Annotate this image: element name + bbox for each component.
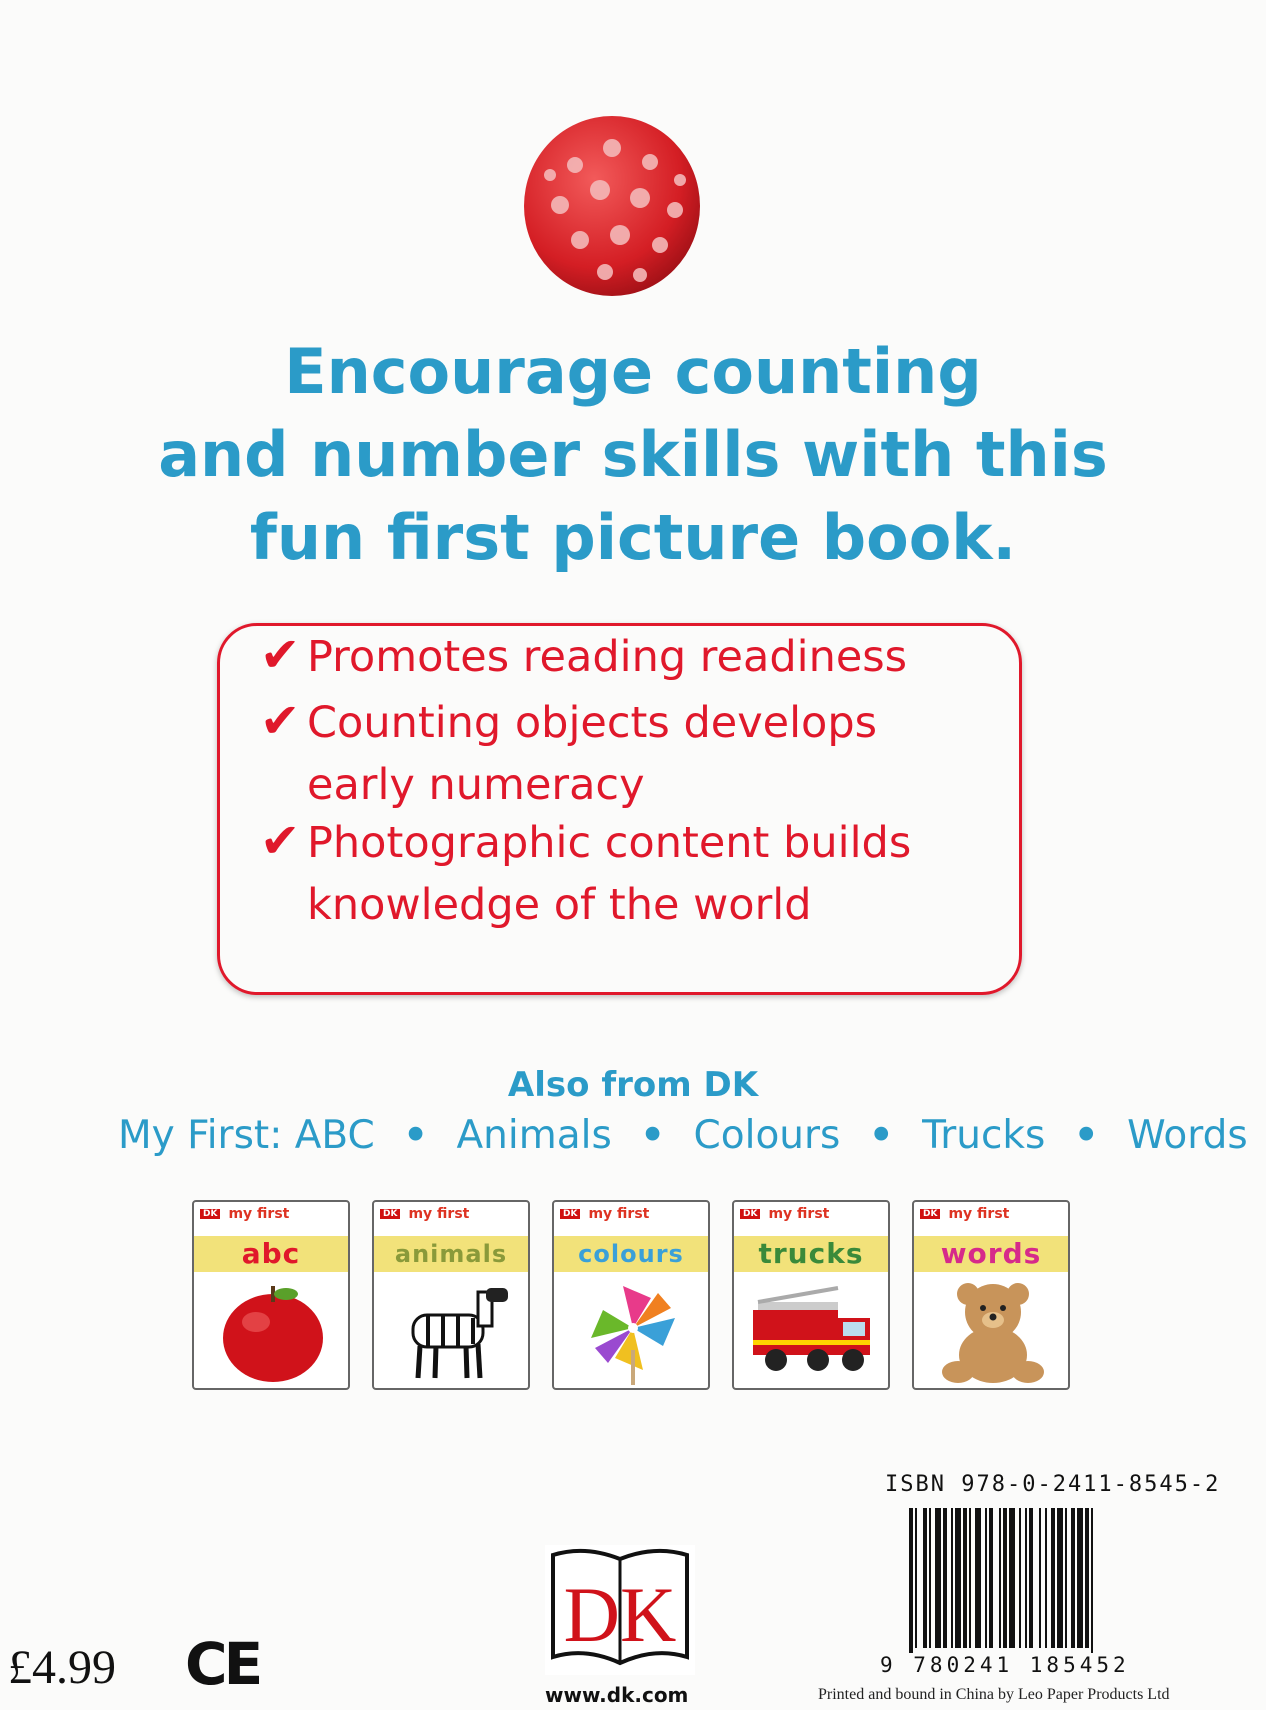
barcode-bar <box>1003 1508 1007 1648</box>
barcode-bar <box>1029 1508 1033 1648</box>
dk-mini-logo: DK <box>920 1209 940 1219</box>
check-icon: ✔ <box>260 627 301 683</box>
also-from-title: Also from DK <box>507 1065 759 1105</box>
barcode-bar <box>915 1508 917 1648</box>
benefit-text: Promotes reading readiness <box>307 632 908 682</box>
benefit-item <box>260 626 1000 688</box>
barcode-bar <box>929 1508 931 1648</box>
printer-note: Printed and bound in China by Leo Paper Products Ltd <box>818 1686 1170 1703</box>
barcode-bar <box>1009 1508 1015 1648</box>
barcode-bar <box>963 1508 967 1648</box>
book-series: my first <box>228 1206 290 1222</box>
series-item: ABC <box>294 1113 375 1158</box>
headline <box>0 330 1266 579</box>
barcode-bar <box>943 1508 947 1648</box>
barcode-bar <box>909 1508 913 1658</box>
series-item: Trucks <box>922 1113 1046 1158</box>
series-item: Words <box>1127 1113 1248 1158</box>
barcode-bar <box>923 1508 927 1648</box>
pinwheel-icon <box>568 1280 698 1385</box>
book-title: trucks <box>734 1236 888 1272</box>
book-title: colours <box>554 1236 708 1272</box>
barcode-bar <box>1057 1508 1063 1648</box>
book-cover-words <box>912 1200 1070 1390</box>
barcode-bar <box>1045 1508 1047 1648</box>
headline-line-3: fun first picture book. <box>249 501 1017 574</box>
barcode-bar <box>1071 1508 1075 1648</box>
teddy-bear-icon <box>928 1280 1058 1385</box>
barcode-number: 9 780241 185452 <box>880 1653 1130 1677</box>
barcode-bar <box>985 1508 987 1648</box>
barcode-bar <box>951 1508 953 1648</box>
dk-logo-text: DK <box>563 1571 677 1658</box>
ce-mark: CE <box>185 1630 260 1698</box>
book-cover-trucks <box>732 1200 890 1390</box>
price: £4.99 <box>8 1641 116 1694</box>
dk-mini-logo: DK <box>560 1209 580 1219</box>
series-list <box>118 1113 1248 1158</box>
barcode-bar <box>975 1508 981 1648</box>
separator: • <box>868 1113 894 1158</box>
zebra-icon <box>388 1280 518 1385</box>
apple-icon <box>208 1280 338 1385</box>
fire-truck-icon <box>748 1280 878 1385</box>
barcode-bar <box>1065 1508 1067 1648</box>
book-title: abc <box>194 1236 348 1272</box>
barcode-bar <box>1077 1508 1083 1648</box>
check-icon: ✔ <box>260 693 301 749</box>
barcode-bar <box>1039 1508 1041 1648</box>
book-series: my first <box>588 1206 650 1222</box>
headline-line-1: Encourage counting <box>284 335 982 408</box>
barcode-bar <box>999 1508 1001 1648</box>
dk-mini-logo: DK <box>740 1209 760 1219</box>
book-title: animals <box>374 1236 528 1272</box>
publisher-url: www.dk.com <box>545 1683 689 1707</box>
benefit-item <box>260 812 1000 936</box>
headline-line-2: and number skills with this <box>158 418 1108 491</box>
series-prefix: My First: <box>118 1113 283 1158</box>
separator: • <box>640 1113 666 1158</box>
dk-mini-logo: DK <box>200 1209 220 1219</box>
book-series: my first <box>948 1206 1010 1222</box>
book-series: my first <box>768 1206 830 1222</box>
red-ball-illustration <box>520 110 705 300</box>
barcode-bar <box>969 1508 971 1648</box>
book-cover-colours <box>552 1200 710 1390</box>
barcode-icon <box>905 1508 1205 1658</box>
book-cover-animals <box>372 1200 530 1390</box>
barcode-bar <box>1085 1508 1089 1648</box>
check-icon: ✔ <box>260 813 301 869</box>
barcode-bar <box>1051 1508 1055 1648</box>
barcode-bar <box>1091 1508 1093 1658</box>
barcode-bar <box>955 1508 961 1648</box>
book-title: words <box>914 1236 1068 1272</box>
book-series: my first <box>408 1206 470 1222</box>
benefit-item <box>260 692 1000 816</box>
separator: • <box>403 1113 429 1158</box>
series-item: Animals <box>456 1113 612 1158</box>
dk-logo <box>545 1545 695 1675</box>
barcode-bar <box>1019 1508 1021 1648</box>
benefit-text-continued: early numeracy <box>307 760 645 810</box>
barcode-bar <box>1025 1508 1027 1648</box>
isbn-label: ISBN 978-0-2411-8545-2 <box>885 1472 1221 1497</box>
barcode-bar <box>989 1508 993 1648</box>
separator: • <box>1073 1113 1099 1158</box>
benefit-text: Counting objects develops <box>307 698 878 748</box>
barcode-bar <box>935 1508 941 1648</box>
benefits-box <box>217 623 1022 995</box>
dk-mini-logo: DK <box>380 1209 400 1219</box>
book-cover-abc <box>192 1200 350 1390</box>
benefit-text-continued: knowledge of the world <box>307 880 812 930</box>
benefit-text: Photographic content builds <box>307 818 912 868</box>
series-item: Colours <box>693 1113 841 1158</box>
